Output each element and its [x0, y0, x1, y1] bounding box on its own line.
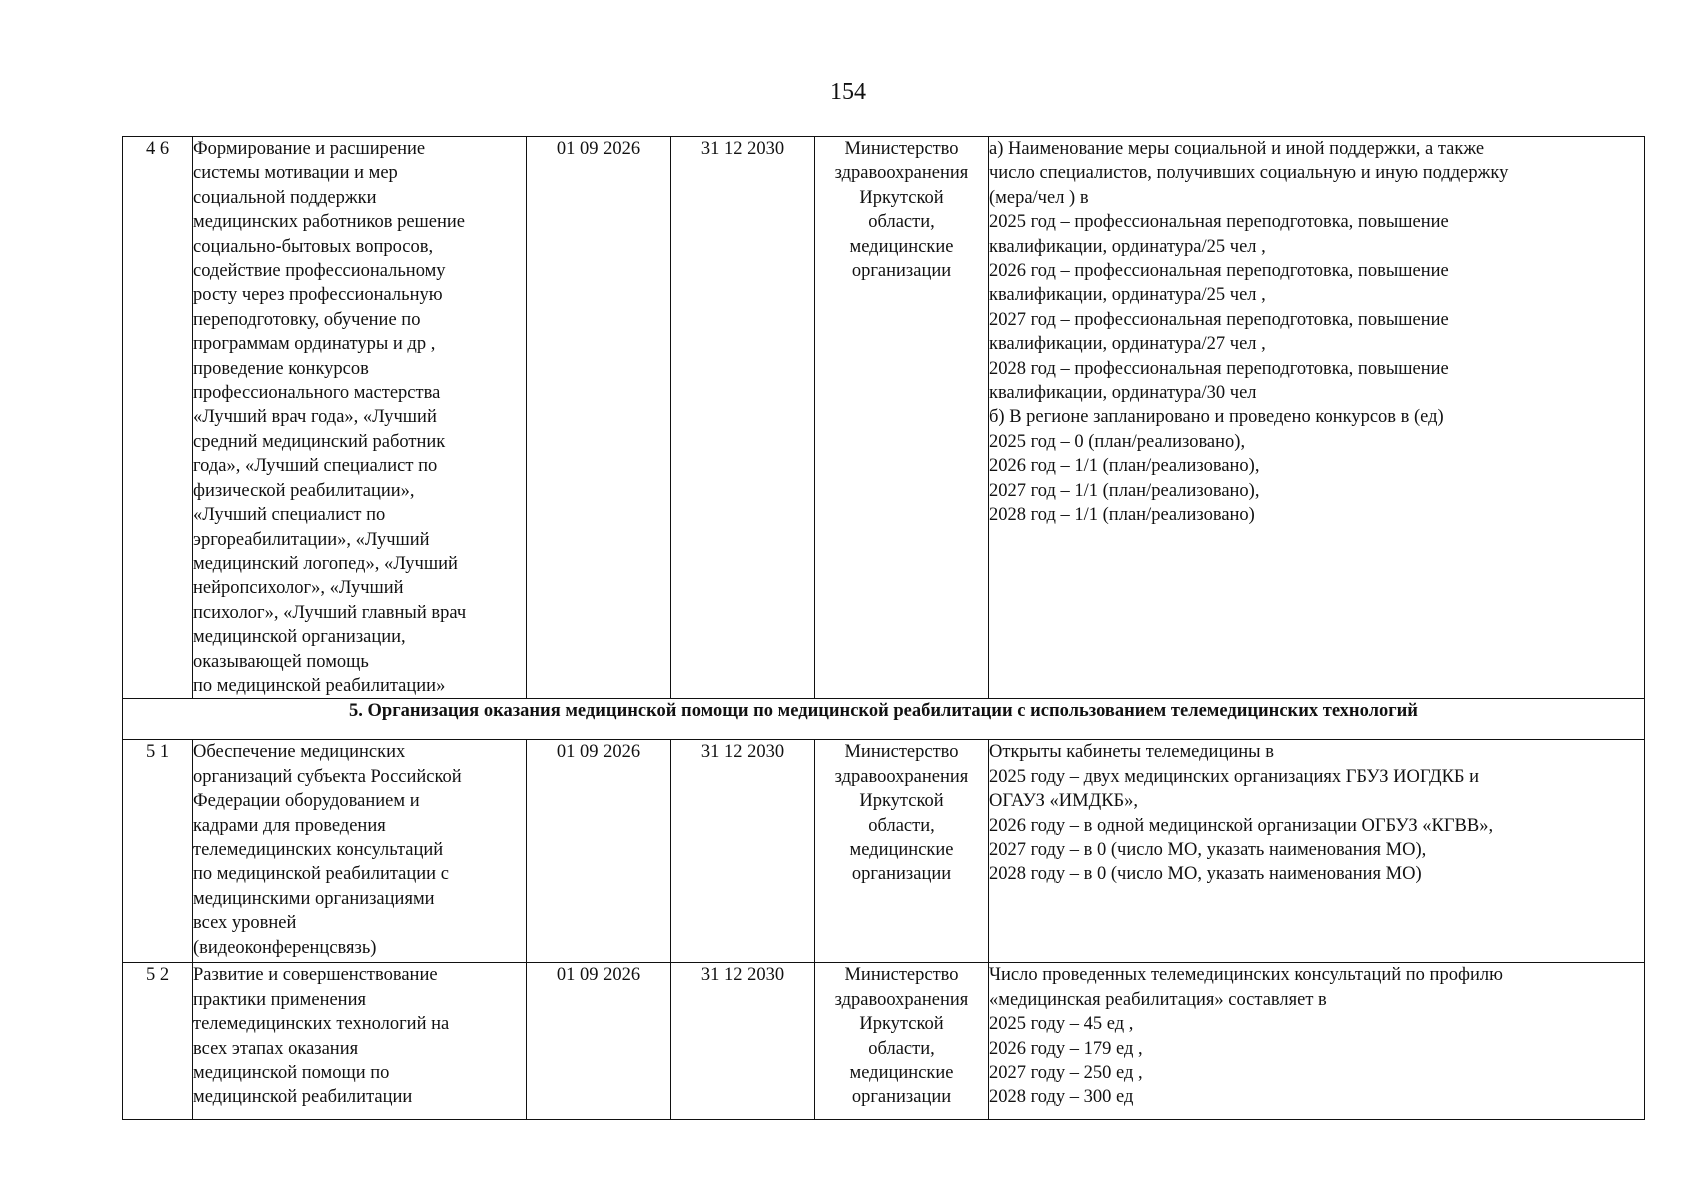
row-number: 5 2	[123, 963, 193, 1120]
section-header-row	[123, 699, 1645, 740]
responsible-executor: Министерство здравоохранения Иркутской области, медицинские организации	[815, 740, 989, 963]
start-date: 01 09 2026	[527, 740, 671, 963]
expected-result: а) Наименование меры социальной и иной поддержки, а также число специалистов, получивших социальную и иную поддержку (мера/чел ) в 2025 год – профессиональная переподготовка, повышение квалификации, ординатура/25 чел , 2026 год – профессиональная переподготовка, повышение квалификации, ординатура/25 чел , 2027 год – профессиональная переподготовка, повышение квалификации, ординатура/27 чел , 2028 год – профессиональная переподготовка, повышение квалификации, ординатура/30 чел б) В регионе запланировано и проведено конкурсов в (ед) 2025 год – 0 (план/реализовано), 2026 год – 1/1 (план/реализовано), 2027 год – 1/1 (план/реализовано), 2028 год – 1/1 (план/реализовано)	[989, 137, 1645, 699]
measure-description: Обеспечение медицинских организаций субъекта Российской Федерации оборудованием и кадрами для проведения телемедицинских консультаций по медицинской реабилитации с медицинскими организациями всех уровней (видеоконференцсвязь)	[193, 740, 527, 963]
section-title: 5. Организация оказания медицинской помощи по медицинской реабилитации с использованием телемедицинских технологий	[123, 699, 1645, 740]
expected-result: Открыты кабинеты телемедицины в 2025 году – двух медицинских организациях ГБУЗ ИОГДКБ и ОГАУЗ «ИМДКБ», 2026 году – в одной медицинской организации ОГБУЗ «КГВВ», 2027 году – в 0 (число МО, указать наименования МО), 2028 году – в 0 (число МО, указать наименования МО)	[989, 740, 1645, 963]
end-date: 31 12 2030	[671, 137, 815, 699]
expected-result: Число проведенных телемедицинских консультаций по профилю «медицинская реабилитация» составляет в 2025 году – 45 ед , 2026 году – 179 ед , 2027 году – 250 ед , 2028 году – 300 ед	[989, 963, 1645, 1120]
measure-description: Развитие и совершенствование практики применения телемедицинских технологий на всех этапах оказания медицинской помощи по медицинской реабилитации	[193, 963, 527, 1120]
end-date: 31 12 2030	[671, 740, 815, 963]
responsible-executor: Министерство здравоохранения Иркутской области, медицинские организации	[815, 963, 989, 1120]
table-row	[123, 740, 1645, 963]
measure-description: Формирование и расширение системы мотивации и мер социальной поддержки медицинских работников решение социально-бытовых вопросов, содействие профессиональному росту через профессиональную переподготовку, обучение по программам ординатуры и др , проведение конкурсов профессионального мастерства «Лучший врач года», «Лучший средний медицинский работник года», «Лучший специалист по физической реабилитации», «Лучший специалист по эргореабилитации», «Лучший медицинский логопед», «Лучший нейропсихолог», «Лучший психолог», «Лучший главный врач медицинской организации, оказывающей помощь по медицинской реабилитации»	[193, 137, 527, 699]
measures-table	[122, 136, 1645, 1120]
start-date: 01 09 2026	[527, 963, 671, 1120]
row-number: 4 6	[123, 137, 193, 699]
table-row	[123, 137, 1645, 699]
end-date: 31 12 2030	[671, 963, 815, 1120]
start-date: 01 09 2026	[527, 137, 671, 699]
row-number: 5 1	[123, 740, 193, 963]
responsible-executor: Министерство здравоохранения Иркутской области, медицинские организации	[815, 137, 989, 699]
page-number: 154	[830, 79, 866, 105]
table-row	[123, 963, 1645, 1120]
